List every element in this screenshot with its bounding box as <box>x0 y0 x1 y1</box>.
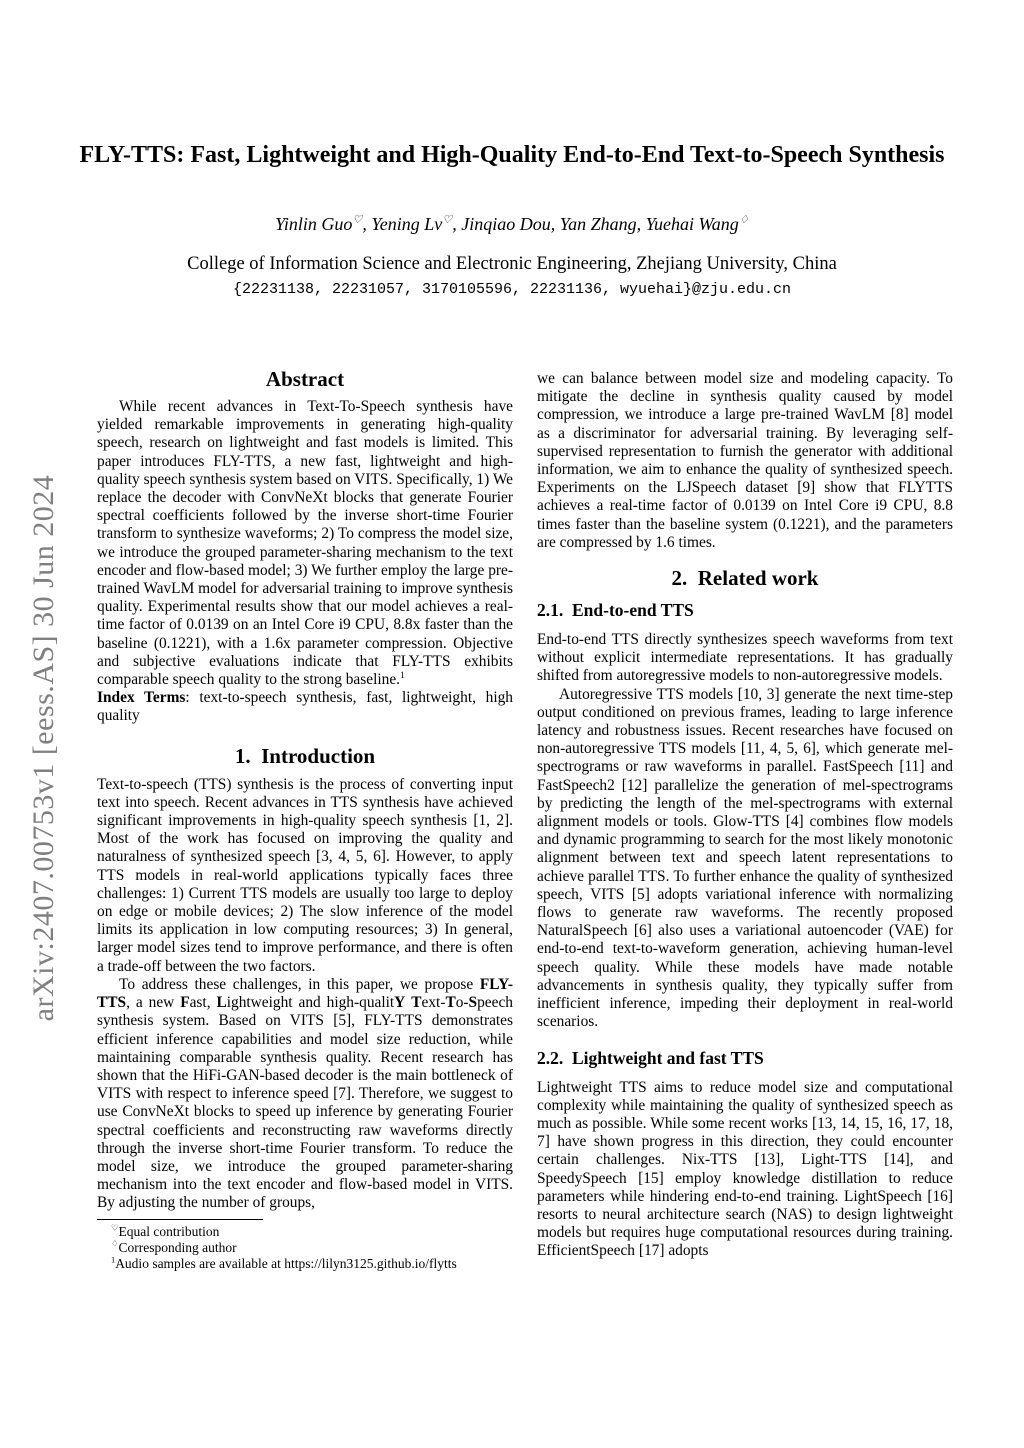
related-work-heading: 2. Related work <box>671 566 819 591</box>
left-column <box>97 366 513 1213</box>
introduction-paragraph-2: To address these challenges, in this paper, we propose FLY-TTS, a new Fast, Lightweight and high-qualitY Text-To-Speech synthesis system. Based on VITS [5], FLY-TTS demonstrates efficient inference capabilities and model size reduction, while maintaining comparable synthesis quality. Recent research has shown that the HiFi-GAN-based decoder is the main bottleneck of VITS with respect to inference speed [7]. Therefore, we suggest to use ConvNeXt blocks to speed up inference by generating Fourier spectral coefficients and reconstructing raw waveforms directly through the inverse short-time Fourier transform. To reduce the model size, we introduce the grouped parameter-sharing mechanism into the text encoder and flow-based model in VITS. By adjusting the number of groups, <box>97 975 513 1212</box>
arxiv-watermark: arXiv:2407.00753v1 [eess.AS] 30 Jun 2024 <box>27 474 60 1022</box>
subsection-2-1-paragraph-2: Autoregressive TTS models [10, 3] generate the next time-step output conditioned on previous frames, leading to large inference latency and robustness issues. Recent researches have focused on non-autoregressive TTS models [11, 4, 5, 6], which generate mel-spectrograms or raw waveforms in parallel. FastSpeech [11] and FastSpeech2 [12] parallelize the generation of mel-spectrograms by predicting the length of the mel-spectrograms with external alignment models or tools. Glow-TTS [4] combines flow models and dynamic programming to search for the most likely monotonic alignment between text and speech latent representations to achieve parallel TTS. To further enhance the quality of synthesized speech, VITS [5] adopts variational inference with normalizing flows to generate raw waveforms. The recently proposed NaturalSpeech [6] also uses a variational autoencoder (VAE) for end-to-end text-to-waveform generation, achieving human-level speech quality. While these models have made notable advancements in synthesis quality, they typically suffer from inefficient inference, impeding their deployment in real-world scenarios. <box>537 685 953 1031</box>
paper-title: FLY-TTS: Fast, Lightweight and High-Quality End-to-End Text-to-Speech Synthesis <box>79 142 945 168</box>
subsection-2-1-heading: 2.1. End-to-end TTS <box>537 600 694 621</box>
index-terms-line: Index Terms: text-to-speech synthesis, fast, lightweight, high quality <box>97 689 514 725</box>
introduction-heading: 1. Introduction <box>234 743 376 768</box>
affiliation-line: College of Information Science and Electronic Engineering, Zhejiang University, China <box>187 254 837 274</box>
paper-header <box>72 140 952 299</box>
introduction-paragraph-1: Text-to-speech (TTS) synthesis is the process of converting input text into speech. Recent advances in TTS synthesis have achieved significant improvements in high-quality speech synthesis [1, 2]. Most of the work has focused on improving the quality and naturalness of synthesized speech [3, 4, 5, 6]. However, to apply TTS models in real-world applications typically faces three challenges: 1) Current TTS models are usually too large to deploy on edge or mobile devices; 2) The slow inference of the model limits its application in low computing resources; 3) In general, larger model sizes tend to improve performance, and there is often a trade-off between the two factors. <box>97 775 513 975</box>
footnote-equal-contribution: ♡Equal contribution <box>111 1223 220 1239</box>
subsection-2-2-paragraph-1: Lightweight TTS aims to reduce model size and computational complexity while maintaining the quality of synthesized speech as much as possible. While some recent works [13, 14, 15, 16, 17, 18, 7] have shown progress in this direction, they could encounter certain challenges. Nix-TTS [13], Light-TTS [14], and SpeedySpeech [15] employ knowledge distillation to reduce parameters while hindering end-to-end training. LightSpeech [16] resorts to neural architecture search (NAS) to design lightweight models but requires huge computational resources during training. EfficientSpeech [17] adopts <box>537 1078 953 1260</box>
subsection-2-2-heading: 2.2. Lightweight and fast TTS <box>537 1047 764 1068</box>
introduction-paragraph-2-continued: we can balance between model size and modeling capacity. To mitigate the decline in synthesis quality caused by model compression, we introduce a large pre-trained WavLM [8] model as a discriminator for adversarial training. By leveraging self-supervised representation to furnish the generator with additional information, we aim to enhance the quality of synthesized speech. Experiments on the LJSpeech dataset [9] show that FLYTTS achieves a real-time factor of 0.0139 on Intel Core i9 CPU, 8.8 times faster than the baseline system (0.1221), and the parameters are compressed by 1.6 times. <box>537 370 953 551</box>
right-column <box>537 366 953 1261</box>
footnote-audio-samples: $^1$Audio samples are available at https://lilyn3125.github.io/flytts <box>111 1255 457 1271</box>
subsection-2-1-paragraph-1: End-to-end TTS directly synthesizes speech waveforms from text without explicit intermediate representations. It has gradually shifted from autoregressive models to non-autoregressive models. <box>537 631 953 685</box>
footnote-corresponding-author: ♢Corresponding author <box>111 1239 237 1255</box>
authors-line: Yinlin Guo♡, Yening Lv♡, Jinqiao Dou, Yan Zhang, Yuehai Wang♢ <box>275 214 749 234</box>
footnote-rule <box>97 1219 263 1220</box>
abstract-heading: Abstract <box>265 367 345 391</box>
footnotes-block <box>97 1219 513 1272</box>
abstract-paragraph: While recent advances in Text-To-Speech synthesis have yielded remarkable improvements in generating high-quality speech, research on lightweight and fast models is limited. This paper introduces FLY-TTS, a new fast, lightweight and high-quality speech synthesis system based on VITS. Specifically, 1) We replace the decoder with ConvNeXt blocks that generate Fourier spectral coefficients followed by the inverse short-time Fourier transform to synthesize waveforms; 2) To compress the model size, we introduce the grouped parameter-sharing mechanism to the text encoder and flow-based model; 3) We further employ the large pre-trained WavLM model for adversarial training to improve synthesis quality. Experimental results show that our model achieves a real-time factor of 0.0139 on an Intel Core i9 CPU, 8.8x faster than the baseline (0.1221), with a 1.6x parameter compression. Objective and subjective evaluations indicate that FLY-TTS exhibits comparable speech quality to the strong baseline.$^1$ <box>97 398 513 689</box>
emails-line: {22231138, 22231057, 3170105596, 22231136, wyuehai}@zju.edu.cn <box>232 281 792 298</box>
